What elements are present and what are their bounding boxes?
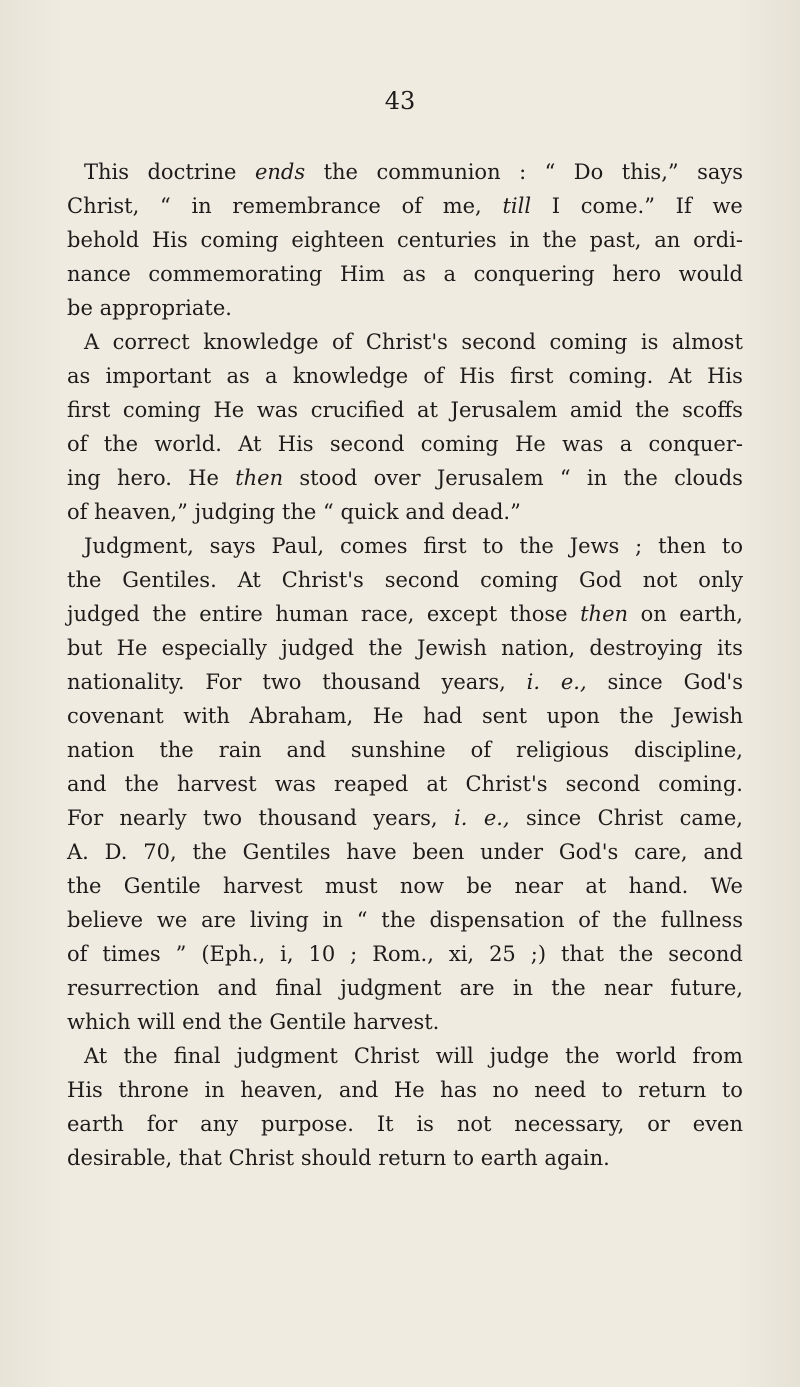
- text-line: of heaven,” judging the “ quick and dead.”: [67, 500, 521, 524]
- text-line: At the final judgment Christ will judge the world from: [84, 1044, 743, 1068]
- text-line: For nearly two thousand years, i. e., since Christ came,: [67, 806, 743, 830]
- paragraph: [67, 529, 743, 1039]
- text-line: but He especially judged the Jewish nation, destroying its: [67, 636, 743, 660]
- text-line: earth for any purpose. It is not necessary, or even: [67, 1112, 743, 1136]
- text-line: the Gentile harvest must now be near at hand. We: [67, 874, 743, 898]
- text-line: be appropriate.: [67, 296, 232, 320]
- text-line: of times ” (Eph., i, 10 ; Rom., xi, 25 ;) that the second: [67, 942, 743, 966]
- text-line: nationality. For two thousand years, i. e., since God's: [67, 670, 743, 694]
- text-line: first coming He was crucified at Jerusalem amid the scoffs: [67, 398, 743, 422]
- paragraph: [67, 155, 743, 325]
- text-line: which will end the Gentile harvest.: [67, 1010, 440, 1034]
- text-line: A correct knowledge of Christ's second coming is almost: [84, 330, 743, 354]
- text-line: of the world. At His second coming He was a conquer-: [67, 432, 743, 456]
- text-line: desirable, that Christ should return to earth again.: [67, 1146, 610, 1170]
- paragraph: [67, 1039, 743, 1175]
- text-line: resurrection and final judgment are in the near future,: [67, 976, 743, 1000]
- text-line: His throne in heaven, and He has no need to return to: [67, 1078, 743, 1102]
- text-line: Christ, “ in remembrance of me, till I come.” If we: [67, 194, 743, 218]
- text-line: believe we are living in “ the dispensation of the fullness: [67, 908, 743, 932]
- body-text: [67, 155, 743, 1175]
- text-line: judged the entire human race, except those then on earth,: [67, 602, 743, 626]
- text-line: behold His coming eighteen centuries in the past, an ordi-: [67, 228, 743, 252]
- text-line: nation the rain and sunshine of religious discipline,: [67, 738, 743, 762]
- text-line: ing hero. He then stood over Jerusalem “ in the clouds: [67, 466, 743, 490]
- text-line: This doctrine ends the communion : “ Do this,” says: [84, 160, 743, 184]
- text-line: and the harvest was reaped at Christ's second coming.: [67, 772, 743, 796]
- page-number: 43: [384, 87, 416, 115]
- text-line: the Gentiles. At Christ's second coming God not only: [67, 568, 743, 592]
- text-line: A. D. 70, the Gentiles have been under God's care, and: [67, 840, 743, 864]
- text-line: Judgment, says Paul, comes first to the Jews ; then to: [84, 534, 743, 558]
- paragraph: [67, 325, 743, 529]
- text-line: as important as a knowledge of His first coming. At His: [67, 364, 743, 388]
- text-line: covenant with Abraham, He had sent upon the Jewish: [67, 704, 743, 728]
- text-line: nance commemorating Him as a conquering hero would: [67, 262, 743, 286]
